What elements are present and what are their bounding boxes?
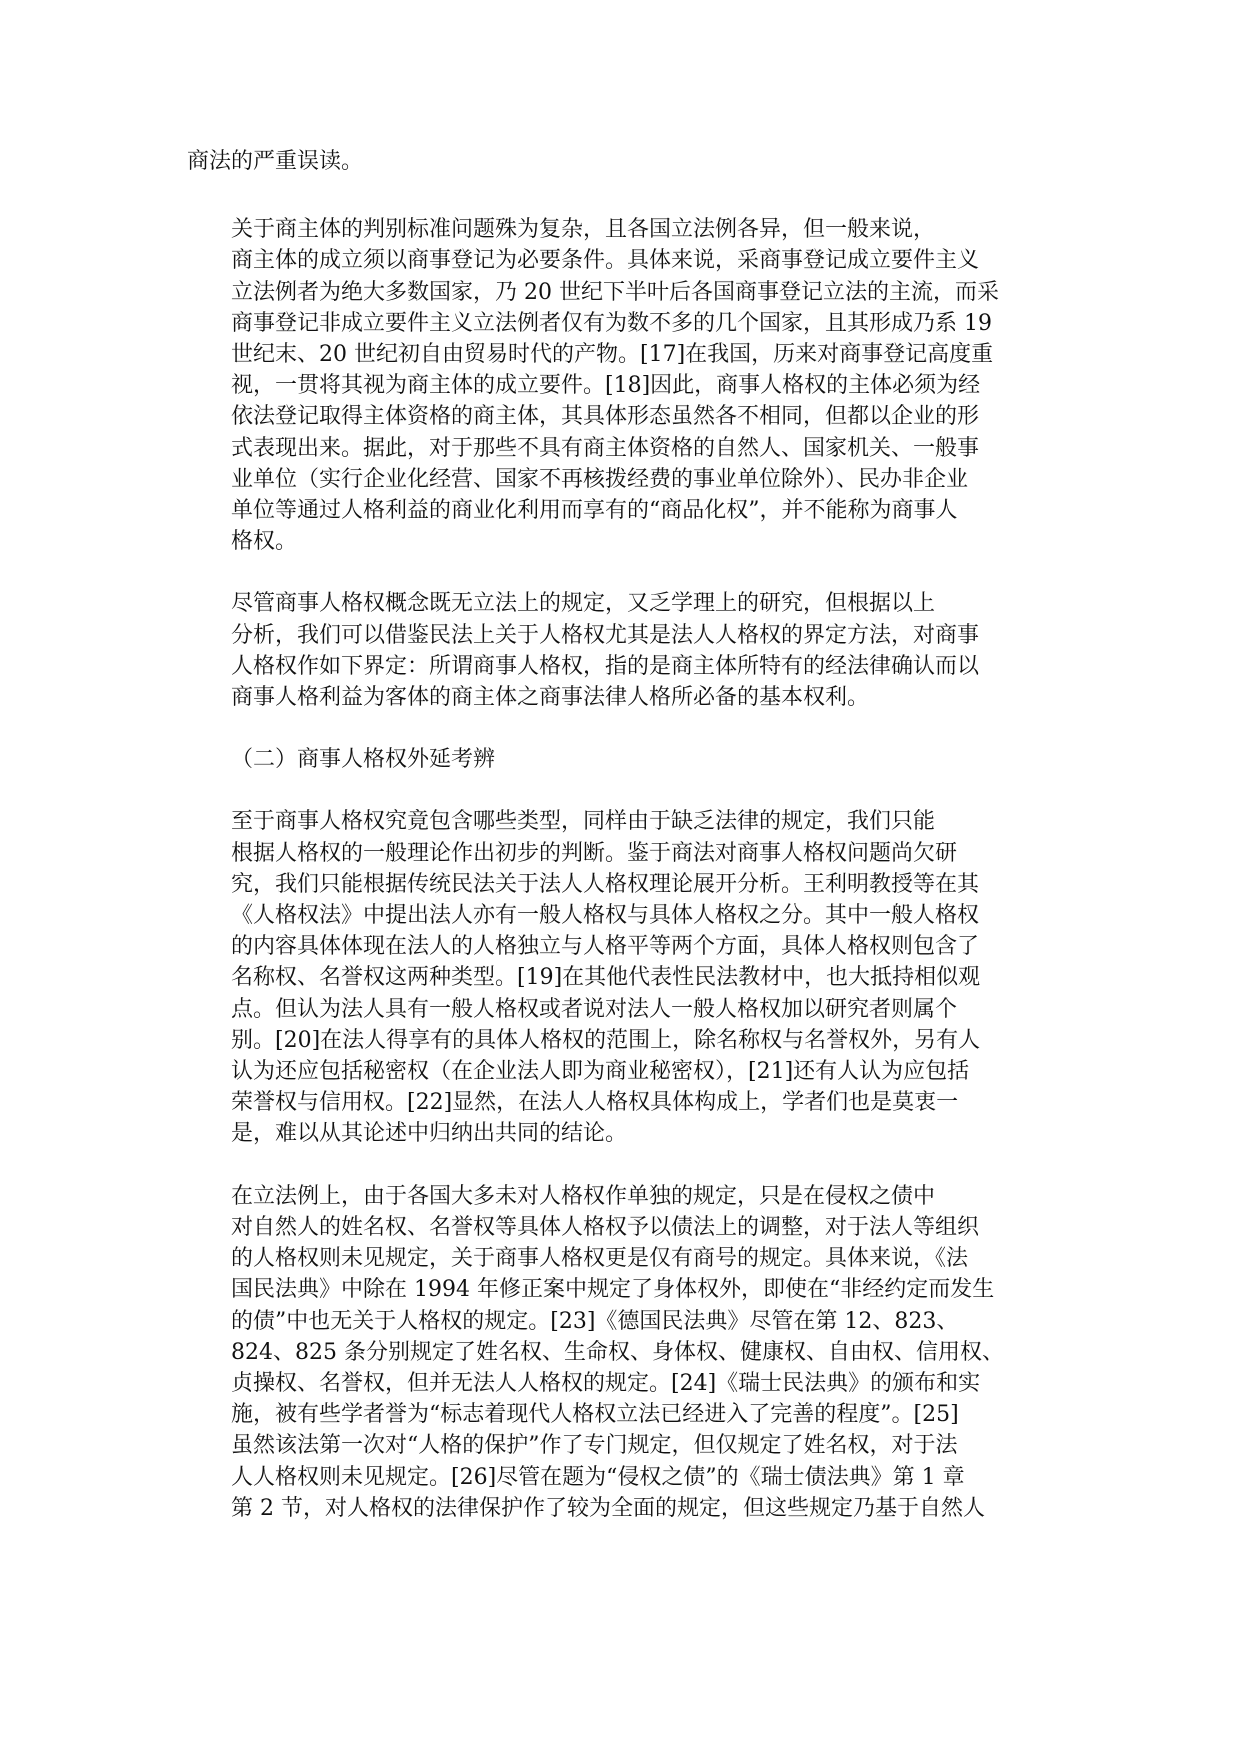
text-line: 至于商事人格权究竟包含哪些类型，同样由于缺乏法律的规定，我们只能: [231, 809, 936, 835]
text-line: 荣誉权与信用权。[22]显然，在法人人格权具体构成上，学者们也是莫衷一: [231, 1090, 959, 1116]
text-line: 人人格权则未见规定。[26]尽管在题为“侵权之债”的《瑞士债法典》第 1 章: [231, 1464, 965, 1490]
text-line: 施，被有些学者誉为“标志着现代人格权立法已经进入了完善的程度”。[25]: [231, 1402, 959, 1428]
text-line: 究，我们只能根据传统民法关于法人人格权理论展开分析。王利明教授等在其: [231, 871, 980, 897]
text-line: 商事人格利益为客体的商主体之商事法律人格所必备的基本权利。: [231, 685, 870, 711]
text-line: 点。但认为法人具有一般人格权或者说对法人一般人格权加以研究者则属个: [231, 996, 958, 1022]
text-line: 对自然人的姓名权、名誉权等具体人格权予以债法上的调整，对于法人等组织: [231, 1214, 980, 1240]
text-line: 国民法典》中除在 1994 年修正案中规定了身体权外，即使在“非经约定而发生: [231, 1277, 995, 1303]
text-line: 虽然该法第一次对“人格的保护”作了专门规定，但仅规定了姓名权，对于法: [231, 1433, 958, 1459]
text-line: 关于商主体的判别标准问题殊为复杂，且各国立法例各异，但一般来说，: [231, 217, 936, 243]
paragraph-0: [187, 146, 1053, 177]
text-line: 单位等通过人格利益的商业化利用而享有的“商品化权”，并不能称为商事人: [231, 498, 958, 524]
paragraph-2: [187, 588, 1053, 713]
text-line: 业单位（实行企业化经营、国家不再核拨经费的事业单位除外）、民办非企业: [231, 466, 969, 492]
text-line: 格权。: [231, 529, 298, 555]
text-line: 的内容具体体现在法人的人格独立与人格平等两个方面，具体人格权则包含了: [231, 934, 980, 960]
text-line: 商主体的成立须以商事登记为必要条件。具体来说，采商事登记成立要件主义: [231, 248, 980, 274]
text-line: 人格权作如下界定：所谓商事人格权，指的是商主体所特有的经法律确认而以: [231, 653, 980, 679]
paragraph-1: [187, 214, 1053, 557]
text-line: 别。[20]在法人得享有的具体人格权的范围上，除名称权与名誉权外，另有人: [231, 1027, 981, 1053]
text-line: 贞操权、名誉权，但并无法人人格权的规定。[24]《瑞士民法典》的颁布和实: [231, 1370, 981, 1396]
text-line: 世纪末、20 世纪初自由贸易时代的产物。[17]在我国，历来对商事登记高度重: [231, 342, 994, 368]
paragraph-3: [187, 806, 1053, 1149]
text-line: 商事登记非成立要件主义立法例者仅有为数不多的几个国家，且其形成乃系 19: [231, 310, 992, 336]
text-line: 第 2 节，对人格权的法律保护作了较为全面的规定，但这些规定乃基于自然人: [231, 1495, 985, 1521]
text-line: 分析，我们可以借鉴民法上关于人格权尤其是法人人格权的界定方法，对商事: [231, 622, 980, 648]
text-line: 认为还应包括秘密权（在企业法人即为商业秘密权），[21]还有人认为应包括: [231, 1059, 970, 1085]
text-line: 《人格权法》中提出法人亦有一般人格权与具体人格权之分。其中一般人格权: [231, 903, 980, 929]
text-line: 立法例者为绝大多数国家，乃 20 世纪下半叶后各国商事登记立法的主流，而采: [231, 279, 999, 305]
text-line: 的人格权则未见规定，关于商事人格权更是仅有商号的规定。具体来说，《法: [231, 1246, 969, 1272]
text-line: 824、825 条分别规定了姓名权、生命权、身体权、健康权、自由权、信用权、: [231, 1339, 1004, 1365]
text-line: 依法登记取得主体资格的商主体，其具体形态虽然各不相同，但都以企业的形: [231, 404, 980, 430]
text-line: 商法的严重误读。: [187, 149, 364, 174]
paragraph-4: [187, 1181, 1053, 1524]
heading-text: （二）商事人格权外延考辨: [231, 747, 496, 773]
text-line: 是，难以从其论述中归纳出共同的结论。: [231, 1121, 628, 1147]
section-heading: [187, 744, 1053, 775]
text-line: 视，一贯将其视为商主体的成立要件。[18]因此，商事人格权的主体必须为经: [231, 373, 981, 399]
text-line: 根据人格权的一般理论作出初步的判断。鉴于商法对商事人格权问题尚欠研: [231, 840, 958, 866]
text-line: 式表现出来。据此，对于那些不具有商主体资格的自然人、国家机关、一般事: [231, 435, 980, 461]
document-page: [187, 146, 1053, 1555]
text-line: 的债”中也无关于人格权的规定。[23]《德国民法典》尽管在第 12、823、: [231, 1308, 959, 1334]
text-line: 尽管商事人格权概念既无立法上的规定，又乏学理上的研究，但根据以上: [231, 591, 936, 617]
text-line: 在立法例上，由于各国大多未对人格权作单独的规定，只是在侵权之债中: [231, 1183, 936, 1209]
text-line: 名称权、名誉权这两种类型。[19]在其他代表性民法教材中，也大抵持相似观: [231, 965, 981, 991]
